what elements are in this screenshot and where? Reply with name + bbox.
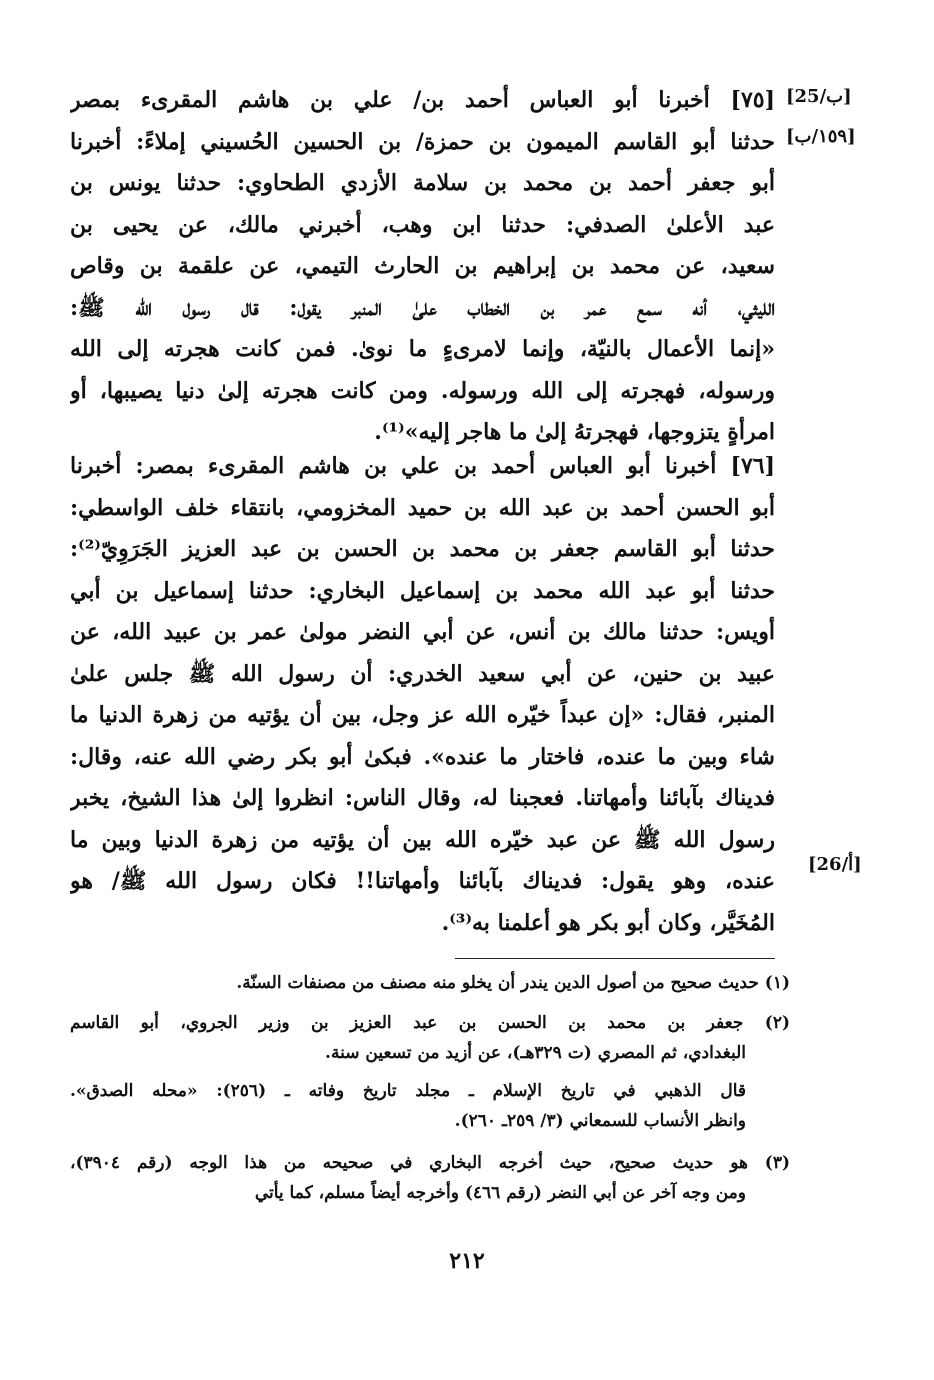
text-line: فديناك بآبائنا وأمهاتنا. فعجبنا له، وقال الناس: انظروا إلىٰ هذا الشيخ، يخبر bbox=[70, 785, 775, 811]
footnote-2: (٢) جعفر بن محمد بن الحسن بن عبد العزيز بن وزير الجروي، أبو القاسم bbox=[70, 1013, 790, 1033]
footnote-2-reference-continued: وانظر الأنساب للسمعاني (٣/ ٢٥٩ـ ٢٦٠). bbox=[454, 1111, 746, 1131]
text-line: [٧٥] أخبرنا أبو العباس أحمد بن/ علي بن هاشم المقرىء بمصر bbox=[70, 87, 775, 113]
footnote-1: (١) حديث صحيح من أصول الدين يندر أن يخلو منه مصنف من مصنفات السنّة. bbox=[236, 973, 790, 993]
text-line: رسول الله ﷺ عن عبد خيّره الله بين أن يؤتيه من زهرة الدنيا وبين ما bbox=[70, 826, 775, 853]
text-line: عبيد بن حنين، عن أبي سعيد الخدري: أن رسول الله ﷺ جلس علىٰ bbox=[70, 660, 775, 687]
text-line: [٧٦] أخبرنا أبو العباس أحمد بن علي بن هاشم المقرىء بمصر: أخبرنا bbox=[70, 453, 775, 479]
text-line: ورسوله، فهجرته إلى الله ورسوله. ومن كانت هجرته إلىٰ دنيا يصيبها، أو bbox=[70, 377, 775, 404]
text-line: أبو الحسن أحمد بن عبد الله بن حميد المخزومي، بانتقاء خلف الواسطي: bbox=[70, 494, 775, 521]
footnote-3: (٣) هو حديث صحيح، حيث أخرجه البخاري في صحيحه من هذا الوجه (رقم ٣٩٠٤)، bbox=[70, 1153, 790, 1173]
text-line: عبد الأعلىٰ الصدفي: حدثنا ابن وهب، أخبرني مالك، عن يحيى بن bbox=[70, 211, 775, 238]
text-line: سعيد، عن محمد بن إبراهيم بن الحارث التيمي، عن علقمة بن وقاص bbox=[70, 253, 775, 279]
footnote-2-continued: البغدادي، ثم المصري (ت ٣٢٩هـ)، عن أزيد من تسعين سنة. bbox=[325, 1043, 746, 1063]
hadith-75-paragraph bbox=[70, 80, 775, 454]
text-line: أبو جعفر أحمد بن محمد بن سلامة الأزدي الطحاوي: حدثنا يونس بن bbox=[70, 170, 775, 196]
footnotes-block bbox=[70, 968, 790, 1208]
text-line: امرأةٍ يتزوجها، فهجرتهُ إلىٰ ما هاجر إليه»⁽¹⁾. bbox=[374, 419, 775, 445]
text-line: المُخَيَّر، وكان أبو بكر هو أعلمنا به⁽³⁾. bbox=[441, 909, 775, 936]
margin-note-folio-26a: [26/أ] bbox=[808, 854, 862, 875]
hadith-76-paragraph bbox=[70, 446, 775, 944]
footnote-2-reference: قال الذهبي في تاريخ الإسلام ـ مجلد تاريخ وفاته ـ (٢٥٦): «محله الصدق». bbox=[70, 1081, 746, 1101]
text-line: حدثنا أبو عبد الله محمد بن إسماعيل البخاري: حدثنا إسماعيل بن أبي bbox=[70, 577, 775, 604]
text-line: المنبر، فقال: «إن عبداً خيّره الله عز وجل، بين أن يؤتيه من زهرة الدنيا ما bbox=[70, 702, 775, 728]
footnote-separator bbox=[455, 958, 775, 959]
footnote-3-continued: ومن وجه آخر عن أبي النضر (رقم ٤٦٦) وأخرجه أيضاً مسلم، كما يأتي bbox=[254, 1183, 746, 1203]
text-line: عنده، وهو يقول: فديناك بآبائنا وأمهاتنا!! فكان رسول الله ﷺ/ هو bbox=[70, 868, 775, 894]
text-line: حدثنا أبو القاسم الميمون بن حمزة/ بن الحسين الحُسيني إملاءً: أخبرنا bbox=[70, 128, 775, 155]
text-line: شاء وبين ما عنده، فاختار ما عنده». فبكىٰ أبو بكر رضي الله عنه، وقال: bbox=[70, 743, 775, 770]
text-line: الليثي، أنه سمع عمر بن الخطاب علىٰ المنبر يقول: قال رسول الله ﷺ: bbox=[70, 294, 775, 321]
margin-note-folio-25b: [25/ب] bbox=[786, 86, 852, 107]
text-line: أويس: حدثنا مالك بن أنس، عن أبي النضر مولىٰ عمر بن عبيد الله، عن bbox=[70, 619, 775, 645]
text-line: «إنما الأعمال بالنيّة، وإنما لامرىءٍ ما نوىٰ. فمن كانت هجرته إلى الله bbox=[70, 336, 775, 362]
margin-note-folio-159b: [١٥٩/ب] bbox=[786, 126, 856, 147]
page-number: ٢١٢ bbox=[449, 1248, 485, 1274]
text-line: حدثنا أبو القاسم جعفر بن محمد بن الحسن بن عبد العزيز الجَرَوِيّ⁽²⁾: bbox=[70, 536, 775, 562]
